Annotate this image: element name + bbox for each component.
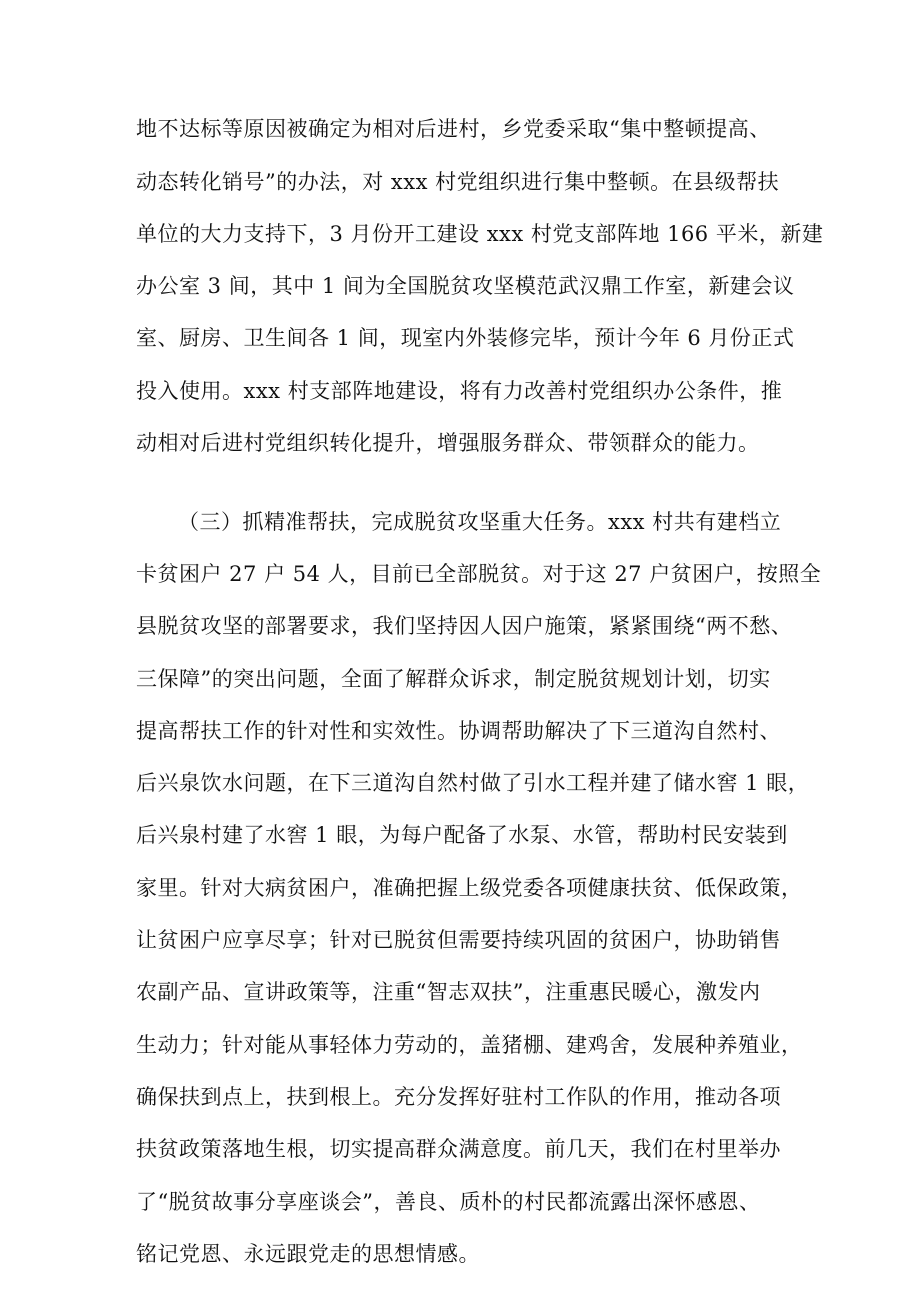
text-line: 后兴泉村建了水窖 1 眼，为每户配备了水泵、水管，帮助村民安装到 (136, 823, 788, 847)
text-line: 室、厨房、卫生间各 1 间，现室内外装修完毕，预计今年 6 月份正式 (136, 326, 795, 350)
text-line: 确保扶到点上，扶到根上。充分发挥好驻村工作队的作用，推动各项 (136, 1085, 781, 1109)
text-line: 投入使用。xxx 村支部阵地建设，将有力改善村党组织办公条件，推 (136, 379, 783, 403)
section-heading-line: （三）抓精准帮扶，完成脱贫攻坚重大任务。xxx 村共有建档立 (178, 510, 782, 534)
text-line: 生动力；针对能从事轻体力劳动的，盖猪棚、建鸡舍，发展种养殖业， (136, 1033, 803, 1057)
text-line: 让贫困户应享尽享；针对已脱贫但需要持续巩固的贫困户，协助销售 (136, 928, 781, 952)
text-line: 县脱贫攻坚的部署要求，我们坚持因人因户施策，紧紧围绕“两不愁、 (136, 614, 793, 638)
text-line: 家里。针对大病贫困户，准确把握上级党委各项健康扶贫、低保政策， (136, 876, 803, 900)
text-line: 动态转化销号”的办法，对 xxx 村党组织进行集中整顿。在县级帮扶 (136, 170, 780, 194)
text-line: 扶贫政策落地生根，切实提高群众满意度。前几天，我们在村里举办 (136, 1137, 781, 1161)
text-line: 三保障”的突出问题，全面了解群众诉求，制定脱贫规划计划，切实 (136, 667, 771, 691)
text-line: 铭记党恩、永远跟党走的思想情感。 (136, 1242, 480, 1266)
text-line: 提高帮扶工作的针对性和实效性。协调帮助解决了下三道沟自然村、 (136, 719, 781, 743)
text-line: 单位的大力支持下，3 月份开工建设 xxx 村党支部阵地 166 平米，新建 (136, 222, 824, 246)
text-line: 办公室 3 间，其中 1 间为全国脱贫攻坚模范武汉鼎工作室，新建会议 (136, 274, 795, 298)
text-line: 农副产品、宣讲政策等，注重“智志双扶”，注重惠民暖心，激发内 (136, 980, 761, 1004)
text-line: 了“脱贫故事分享座谈会”，善良、质朴的村民都流露出深怀感恩、 (136, 1190, 761, 1214)
text-line: 卡贫困户 27 户 54 人，目前已全部脱贫。对于这 27 户贫困户，按照全 (136, 562, 822, 586)
text-line: 动相对后进村党组织转化提升，增强服务群众、带领群众的能力。 (136, 431, 760, 455)
text-line: 地不达标等原因被确定为相对后进村，乡党委采取“集中整顿提高、 (136, 117, 771, 141)
text-line: 后兴泉饮水问题，在下三道沟自然村做了引水工程并建了储水窖 1 眼， (136, 771, 810, 795)
